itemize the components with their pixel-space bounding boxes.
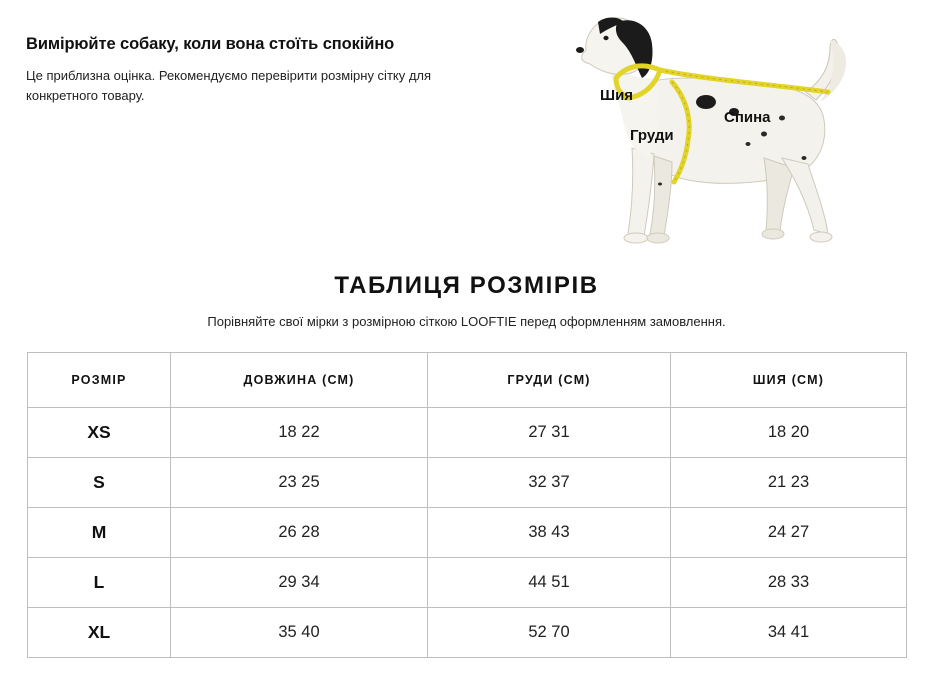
table-row [28, 558, 907, 608]
dog-front-leg-front [628, 148, 654, 236]
size-cell: L [28, 558, 171, 608]
neck-cell: 18 20 [671, 408, 907, 458]
neck-cell: 34 41 [671, 608, 907, 658]
intro-text: Це приблизна оцінка. Рекомендуємо перевірити розмірну сітку для конкретного товару. [26, 68, 432, 103]
header-neck: ШИЯ (СМ) [671, 353, 907, 408]
length-cell: 23 25 [171, 458, 428, 508]
chest-cell: 44 51 [428, 558, 671, 608]
size-cell: XL [28, 608, 171, 658]
chest-cell: 32 37 [428, 458, 671, 508]
length-cell: 18 22 [171, 408, 428, 458]
table-row [28, 458, 907, 508]
label-chest: Груди [630, 127, 674, 144]
length-cell: 35 40 [171, 608, 428, 658]
neck-cell: 28 33 [671, 558, 907, 608]
table-title: ТАБЛИЦЯ РОЗМІРІВ [334, 272, 599, 299]
dog-hind-leg-front [782, 158, 828, 234]
chest-cell: 38 43 [428, 508, 671, 558]
intro-title: Вимірюйте собаку, коли вона стоїть спокійно [26, 35, 395, 53]
neck-cell: 21 23 [671, 458, 907, 508]
length-cell: 29 34 [171, 558, 428, 608]
size-cell: XS [28, 408, 171, 458]
size-cell: S [28, 458, 171, 508]
table-subtitle: Порівняйте свої мірки з розмірною сіткою LOOFTIE перед оформленням замовлення. [207, 314, 726, 329]
chest-cell: 52 70 [428, 608, 671, 658]
dog-measurement-illustration [568, 8, 878, 253]
neck-cell: 24 27 [671, 508, 907, 558]
size-table [27, 352, 907, 658]
length-cell: 26 28 [171, 508, 428, 558]
table-header-row [28, 353, 907, 408]
header-chest: ГРУДИ (СМ) [428, 353, 671, 408]
header-length: ДОВЖИНА (СМ) [171, 353, 428, 408]
table-row [28, 408, 907, 458]
header-size: РОЗМІР [28, 353, 171, 408]
table-row [28, 608, 907, 658]
label-neck: Шия [600, 87, 634, 104]
chest-cell: 27 31 [428, 408, 671, 458]
label-back: Спина [724, 109, 771, 126]
table-row [28, 508, 907, 558]
size-cell: M [28, 508, 171, 558]
